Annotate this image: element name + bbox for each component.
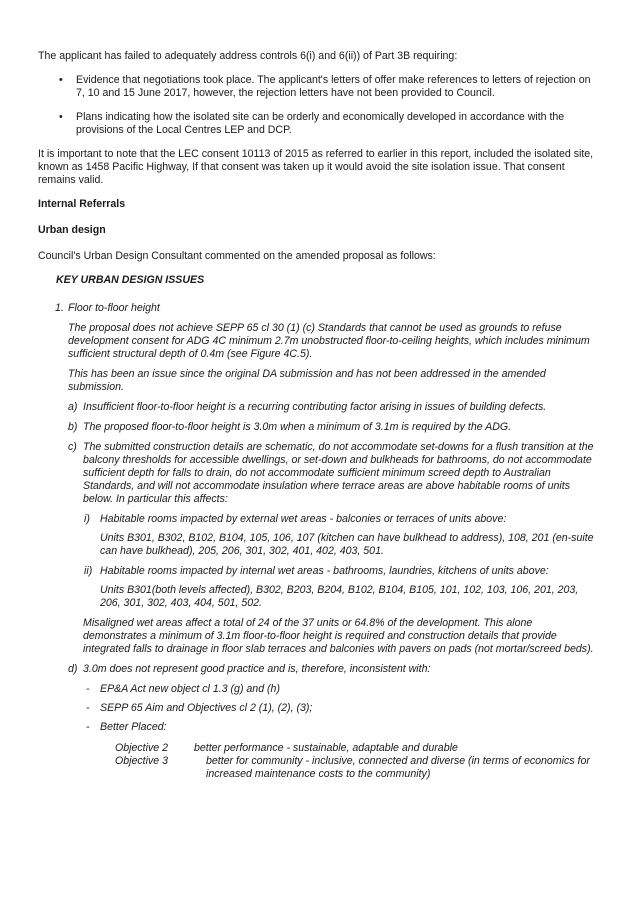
objective-text: better performance - sustainable, adaptable and durable: [194, 742, 458, 754]
item-letter: a): [68, 401, 78, 413]
dash-text: EP&A Act new object cl 1.3 (g) and (h): [100, 683, 280, 695]
objective-row: [115, 755, 594, 781]
roman-text: Habitable rooms impacted by external wet areas - balconies or terraces of units above:: [100, 513, 507, 525]
lettered-text: Insufficient floor-to-floor height is a recurring contributing factor arising in issues of building defects.: [83, 401, 547, 413]
roman-text: Habitable rooms impacted by internal wet areas - bathrooms, laundries, kitchens of units above:: [100, 565, 549, 577]
item-roman: ii): [84, 565, 93, 577]
item-number: 1.: [55, 302, 64, 314]
item-letter: c): [68, 441, 77, 453]
numbered-item: [38, 302, 594, 315]
dash-item: [38, 721, 594, 734]
item-letter: b): [68, 421, 78, 433]
roman-item: [38, 513, 594, 526]
lettered-item: [38, 441, 594, 506]
dash-text: Better Placed:: [100, 721, 167, 733]
intro-paragraph: The applicant has failed to adequately address controls 6(i) and 6(ii)) of Part 3B requiring:: [38, 50, 458, 62]
dash-marker: -: [86, 683, 90, 695]
lec-paragraph: It is important to note that the LEC consent 10113 of 2015 as referred to earlier in this report, included the isolated site, known as 1458 Pacific Highway, If that consent was taken up it would avoid the site isolation issue. That consent remains valid.: [38, 148, 594, 186]
dash-marker: -: [86, 721, 90, 733]
item-title: Floor to-floor height: [68, 302, 160, 314]
item-paragraph: This has been an issue since the original DA submission and has not been addressed in the amended submission.: [68, 368, 546, 393]
bullet-text: Plans indicating how the isolated site can be orderly and economically developed in accordance with the provisions of the Local Centres LEP and DCP.: [76, 111, 565, 136]
dash-text: SEPP 65 Aim and Objectives cl 2 (1), (2), (3);: [100, 702, 313, 714]
objective-label: Objective 3: [115, 755, 168, 767]
dash-item: [38, 702, 594, 715]
heading-internal-referrals: Internal Referrals: [38, 198, 126, 210]
lettered-item: [38, 401, 594, 414]
item-letter: d): [68, 663, 78, 675]
objective-text: better for community - inclusive, connected and diverse (in terms of economics for increased maintenance costs to the community): [206, 755, 590, 780]
lettered-item: [38, 421, 594, 434]
heading-urban-design: Urban design: [38, 224, 106, 236]
units-list: Units B301, B302, B102, B104, 105, 106, 107 (kitchen can have bulkhead to address), 108, 201 (en-suite can have bulkhead), 205, 206, 301, 302, 401, 402, 403, 501.: [100, 532, 594, 557]
lettered-text: The submitted construction details are schematic, do not accommodate set-downs for a flush transition at the balcony thresholds for accessible dwellings, or set-down and bulkheads for bathrooms, do not accommodate sufficient depth for falls to drain, do not accommodate sufficient minimum screed depth to Australian Standards, and will not accommodate insulation where terrace areas are above habitable rooms of units below. In particular this affects:: [83, 441, 594, 505]
lettered-text: 3.0m does not represent good practice and is, therefore, inconsistent with:: [83, 663, 431, 675]
item-paragraph: The proposal does not achieve SEPP 65 cl 30 (1) (c) Standards that cannot be used as grounds to refuse development consent for ADG 4C minimum 2.7m unobstructed floor-to-ceiling heights, which includes minimum sufficient structural depth of 0.4m (see Figure 4C.5).: [68, 322, 590, 360]
lettered-item: [38, 663, 594, 676]
bullet-item: [38, 74, 594, 100]
lettered-text: The proposed floor-to-floor height is 3.0m when a minimum of 3.1m is required by the ADG.: [83, 421, 512, 433]
roman-item: [38, 565, 594, 578]
misaligned-paragraph: Misaligned wet areas affect a total of 24 of the 37 units or 64.8% of the development. This alone demonstrates a minimum of 3.1m floor-to-floor height is required and construction details that provide integrated falls to drainage in floor slab terraces and balconies with pavers on pads (not mortar/screed beds).: [83, 617, 594, 655]
bullet-text: Evidence that negotiations took place. The applicant's letters of offer make references to letters of rejection on 7, 10 and 15 June 2017, however, the rejection letters have not been provided to Council.: [76, 74, 591, 99]
document-page: [38, 50, 594, 781]
objective-row: [115, 742, 594, 755]
dash-marker: -: [86, 702, 90, 714]
key-issues-heading: KEY URBAN DESIGN ISSUES: [56, 274, 205, 286]
bullet-icon: •: [59, 74, 63, 86]
consultant-paragraph: Council's Urban Design Consultant commented on the amended proposal as follows:: [38, 250, 436, 262]
dash-item: [38, 683, 594, 696]
objective-label: Objective 2: [115, 742, 168, 754]
item-roman: i): [84, 513, 90, 525]
bullet-icon: •: [59, 111, 63, 123]
bullet-item: [38, 111, 594, 137]
units-list: Units B301(both levels affected), B302, B203, B204, B102, B104, B105, 101, 102, 103, 106, 201, 203, 206, 301, 302, 403, 404, 501, 502.: [100, 584, 579, 609]
